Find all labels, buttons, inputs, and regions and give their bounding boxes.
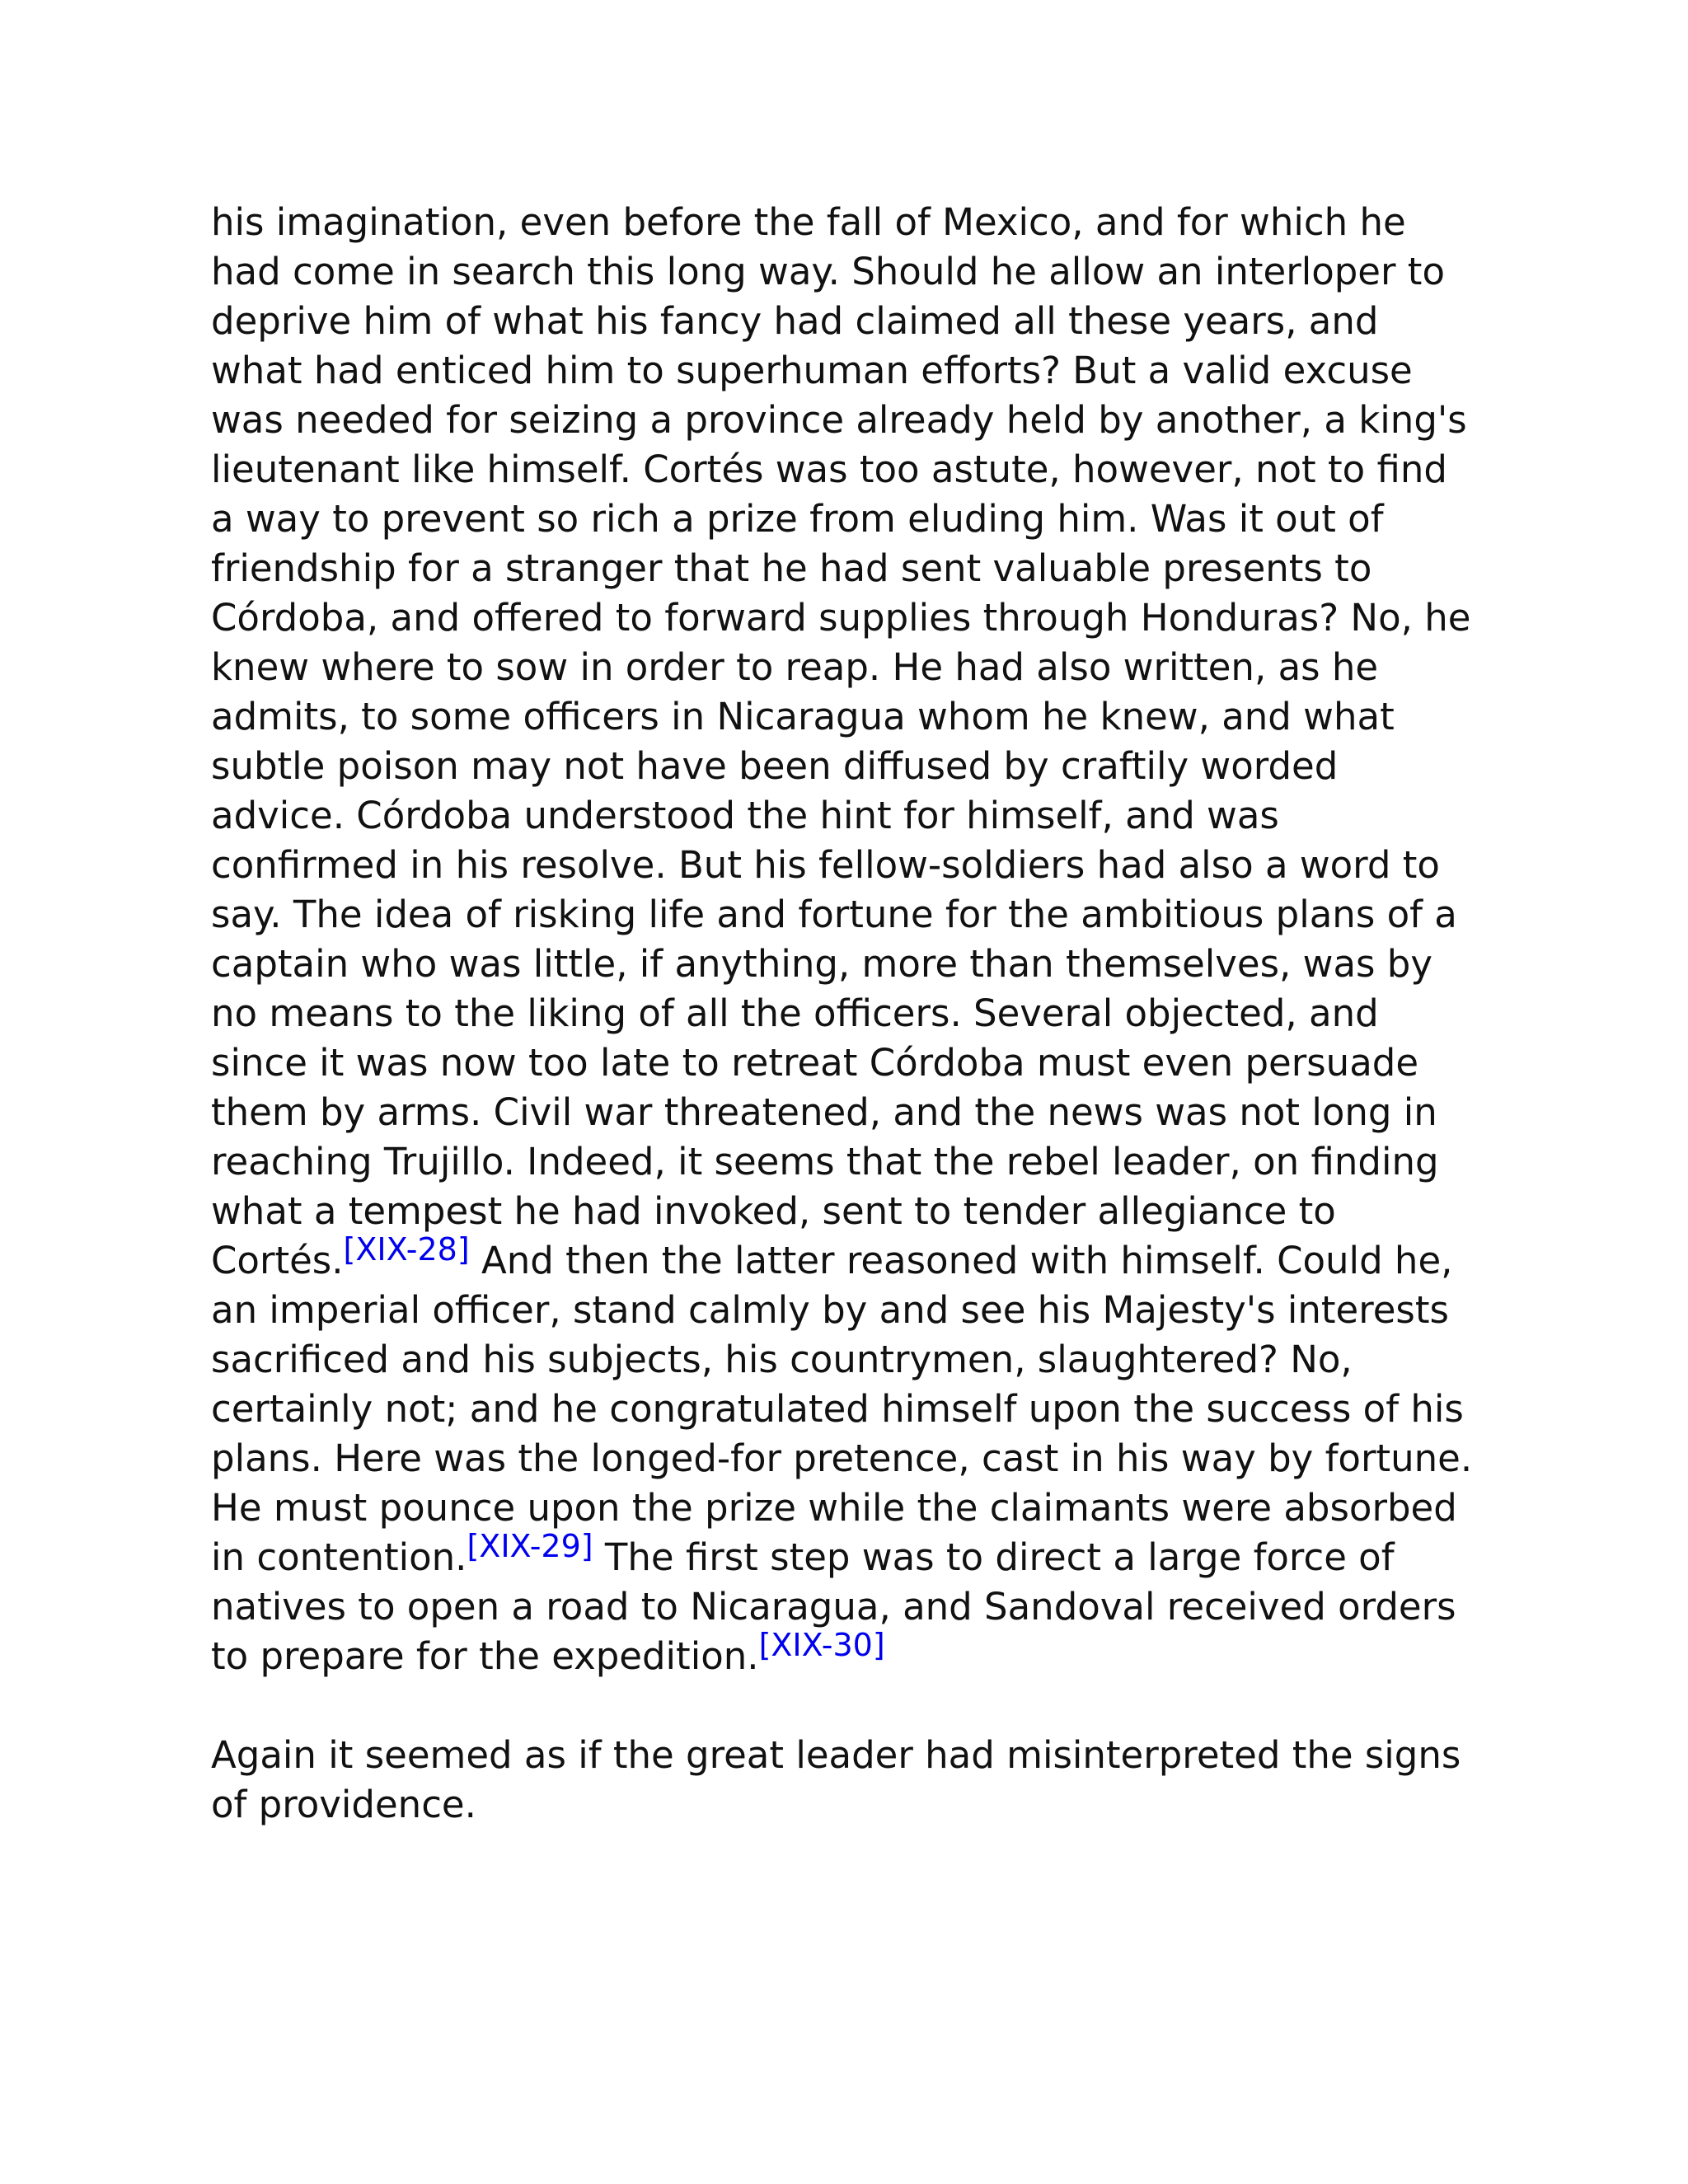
paragraph-2 [211,1731,1477,1830]
paragraph-text: his imagination, even before the fall of Mexico, and for which he had come in search this long way. Should he allow an interloper to deprive him of what his fancy had claimed all these years, and what had enticed him to superhuman efforts? But a valid excuse was needed for seizing a province already held by another, a king's lieutenant like himself. Cortés was too astute, however, not to find a way to prevent so rich a prize from eluding him. Was it out of friendship for a stranger that he had sent valuable presents to Córdoba, and offered to forward supplies through Honduras? No, he knew where to sow in order to reap. He had also written, as he admits, to some officers in Nicaragua whom he knew, and what subtle poison may not have been diffused by craftily worded advice. Córdoba understood the hint for himself, and was confirmed in his resolve. But his fellow-soldiers had also a word to say. The idea of risking life and fortune for the ambitious plans of a captain who was little, if anything, more than themselves, was by no means to the liking of all the officers. Several objected, and since it was now too late to retreat Córdoba must even persuade them by arms. Civil war threatened, and the news was not long in reaching Trujillo. Indeed, it seems that the rebel leader, on finding what a tempest he had invoked, sent to tender allegiance to Cortés. [211,200,1471,1282]
paragraph-text: Again it seemed as if the great leader had misinterpreted the signs of providence. [211,1733,1461,1826]
paragraph-text: The first step was to direct a large force of natives to open a road to Nicaragua, and Sandoval received orders to prepare for the expedition. [211,1535,1456,1678]
paragraph-text: And then the latter reasoned with himself. Could he, an imperial officer, stand calmly by and see his Majesty's interests sacrificed and his subjects, his countrymen, slaughtered? No, certainly not; and he congratulated himself upon the success of his plans. Here was the longed-for pretence, cast in his way by fortune. He must pounce upon the prize while the claimants were absorbed in contention. [211,1239,1473,1579]
footnote-link-xix-28[interactable]: [XIX-28] [343,1231,470,1268]
paragraph-1 [211,198,1477,1681]
footnote-link-xix-30[interactable]: [XIX-30] [758,1627,885,1663]
footnote-link-xix-29[interactable]: [XIX-29] [467,1528,593,1564]
document-page [211,198,1477,1830]
